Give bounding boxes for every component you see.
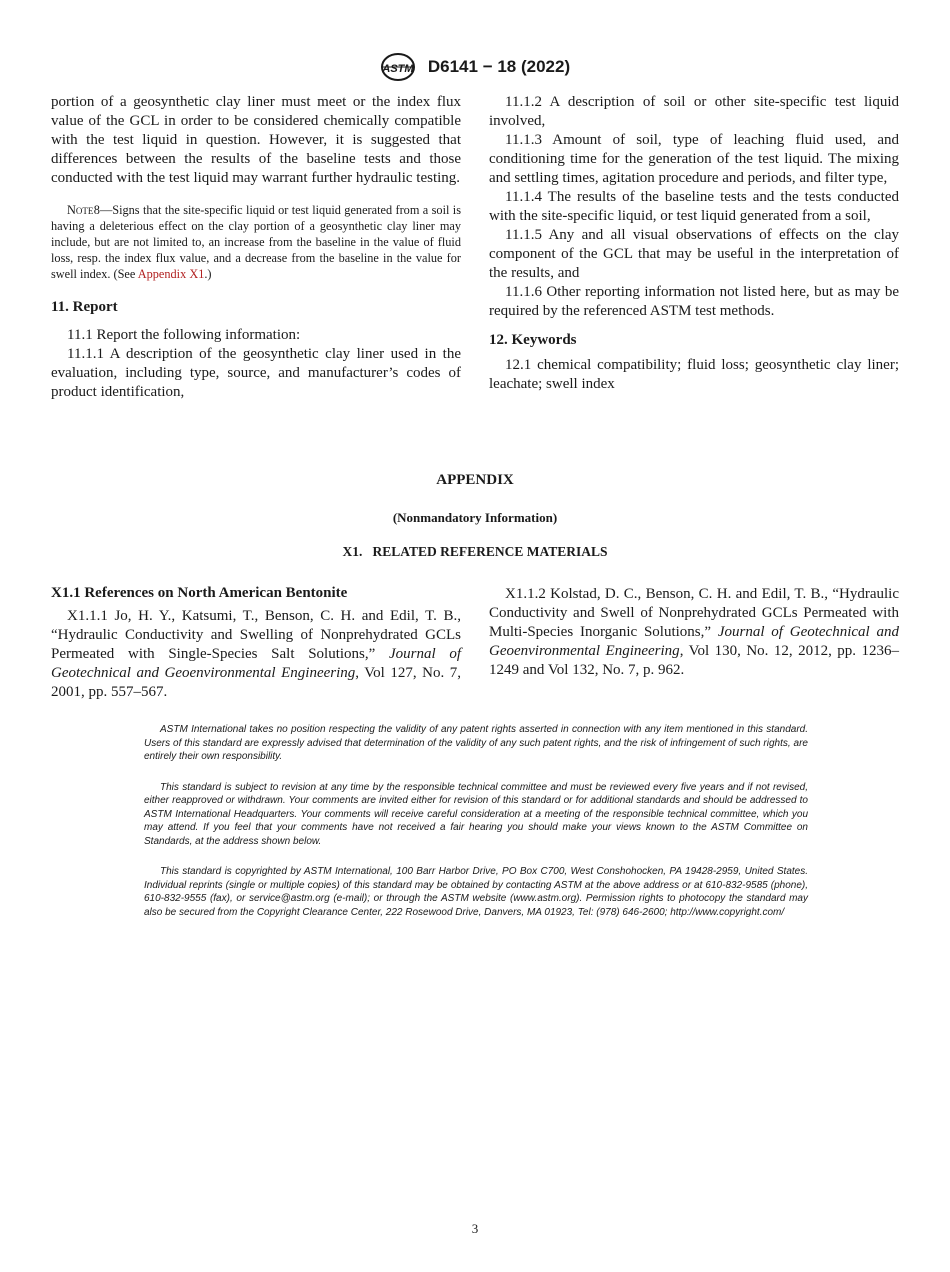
page-number: 3 — [471, 1221, 479, 1236]
paragraph-11-1-3: 11.1.3 Amount of soil, type of leaching fluid used, and conditioning time for the generation of the test liquid. The mixing and settling times, agitation procedure and periods, and filter type, — [489, 132, 899, 186]
note-label: Note — [67, 203, 94, 217]
reference-x1-1-1 — [51, 607, 461, 702]
ref1-text: X1.1.1 Jo, H. Y., Katsumi, T., Benson, C. H. and Edil, T. B., “Hydraulic Conductivity and Swelling of Nonprehydrated GCLs Permeated with Single-Species Salt Solutions,” — [51, 608, 461, 662]
ref1-details: , Vol 127, No. 7, 2001, pp. 557–567. — [51, 665, 461, 700]
footer-notices — [144, 723, 808, 919]
right-column — [489, 93, 899, 394]
ref2-text: X1.1.2 Kolstad, D. C., Benson, C. H. and Edil, T. B., “Hydraulic Conductivity and Swell of Nonprehydrated GCLs Permeated with Multi-Species Inorganic Solutions,” — [489, 586, 899, 640]
footer-copyright-notice: This standard is copyrighted by ASTM International, 100 Barr Harbor Drive, PO Box C700, West Conshohocken, PA 19428-2959, United States. Individual reprints (single or multiple copies) of this standard may be obtained by contacting ASTM at the above address or at 610-832-9585 (phone), 610-832-9555 (fax), or service@astm.org (e-mail); or through the ASTM website (www.astm.org). Permission rights to photocopy the standard may also be secured from the Copyright Clearance Center, 222 Rosewood Drive, Danvers, MA 01923, Tel: (978) 646-2600; http://www.copyright.com/ — [144, 866, 808, 918]
left-column — [51, 93, 461, 402]
footer-patent-notice: ASTM International takes no position respecting the validity of any patent rights asserted in connection with any item mentioned in this standard. Users of this standard are expressly advised that determination of the validity of any such patent rights, and the risk of infringement of such rights, are entirely their own responsibility. — [144, 724, 808, 762]
astm-logo — [380, 52, 416, 82]
footer-revision-notice: This standard is subject to revision at any time by the responsible technical committee and must be reviewed every five years and if not revised, either reapproved or withdrawn. Your comments are invited either for revision of this standard or for additional standards and should be addressed to ASTM International Headquarters. Your comments will receive careful consideration at a meeting of the responsible technical committee, which you may attend. If you feel that your comments have not received a fair hearing you should make your views known to the ASTM Committee on Standards, at the address shown below. — [144, 781, 808, 847]
x1-right-column — [489, 585, 899, 680]
note-end: .) — [204, 267, 212, 281]
ref2-details: , Vol 130, No. 12, 2012, pp. 1236–1249 and Vol 132, No. 7, p. 962. — [489, 643, 899, 678]
paragraph-11-1-5: 11.1.5 Any and all visual observations of effects on the clay component of the GCL that may be useful in the interpretation of the results, and — [489, 227, 899, 281]
note-number: 8 — [93, 203, 100, 217]
svg-text:ASTM: ASTM — [382, 63, 414, 75]
paragraph-11-1: 11.1 Report the following information: — [67, 327, 301, 343]
appendix-x1-link[interactable]: Appendix X1 — [137, 267, 205, 281]
ref2-journal: Journal of Geotechnical and Geoenvironmental Engineering — [489, 624, 899, 659]
page-header — [0, 52, 950, 82]
paragraph-11-1-1: 11.1.1 A description of the geosynthetic clay liner used in the evaluation, including type, source, and manufacturer’s codes of product identification, — [51, 346, 461, 400]
standard-designation: D6141 − 18 (2022) — [427, 57, 571, 76]
reference-x1-1-2 — [489, 585, 899, 680]
paragraph-12-1: 12.1 chemical compatibility; fluid loss; geosynthetic clay liner; leachate; swell index — [489, 357, 899, 392]
appendix-title: APPENDIX — [436, 472, 514, 488]
x1-left-column — [51, 584, 461, 702]
paragraph-11-1-2: 11.1.2 A description of soil or other site-specific test liquid involved, — [489, 94, 899, 129]
section-12-heading: 12. Keywords — [489, 332, 577, 348]
paragraph-11-1-4: 11.1.4 The results of the baseline tests and the tests conducted with the site-specific liquid, or test liquid generated from a soil, — [489, 189, 899, 224]
paragraph-11-1-6: 11.1.6 Other reporting information not listed here, but as may be required by the referenced ASTM test methods. — [489, 284, 899, 319]
appendix-subtitle: (Nonmandatory Information) — [392, 510, 558, 525]
x1-1-heading: X1.1 References on North American Bentonite — [51, 585, 348, 601]
x1-title: X1. RELATED REFERENCE MATERIALS — [342, 544, 608, 559]
note-text: —Signs that the site-specific liquid or test liquid generated from a soil is having a deleterious effect on the clay portion of a geosynthetic clay liner may include, but are not limited to, an increase from the baseline in the value of fluid loss, resp. the index flux value, and a decrease from the baseline in the value for swell index. (See — [51, 203, 461, 281]
ref1-journal: Journal of Geotechnical and Geoenvironmental Engineering — [51, 646, 461, 681]
paragraph-continuation: portion of a geosynthetic clay liner must meet or the index flux value of the GCL in order to be considered chemically compatible with the test liquid in question. However, it is suggested that differences between the results of the baseline tests and those conducted with the test liquid may warrant further hydraulic testing. — [51, 94, 461, 186]
note-8 — [51, 202, 461, 282]
section-11-heading: 11. Report — [51, 299, 118, 315]
